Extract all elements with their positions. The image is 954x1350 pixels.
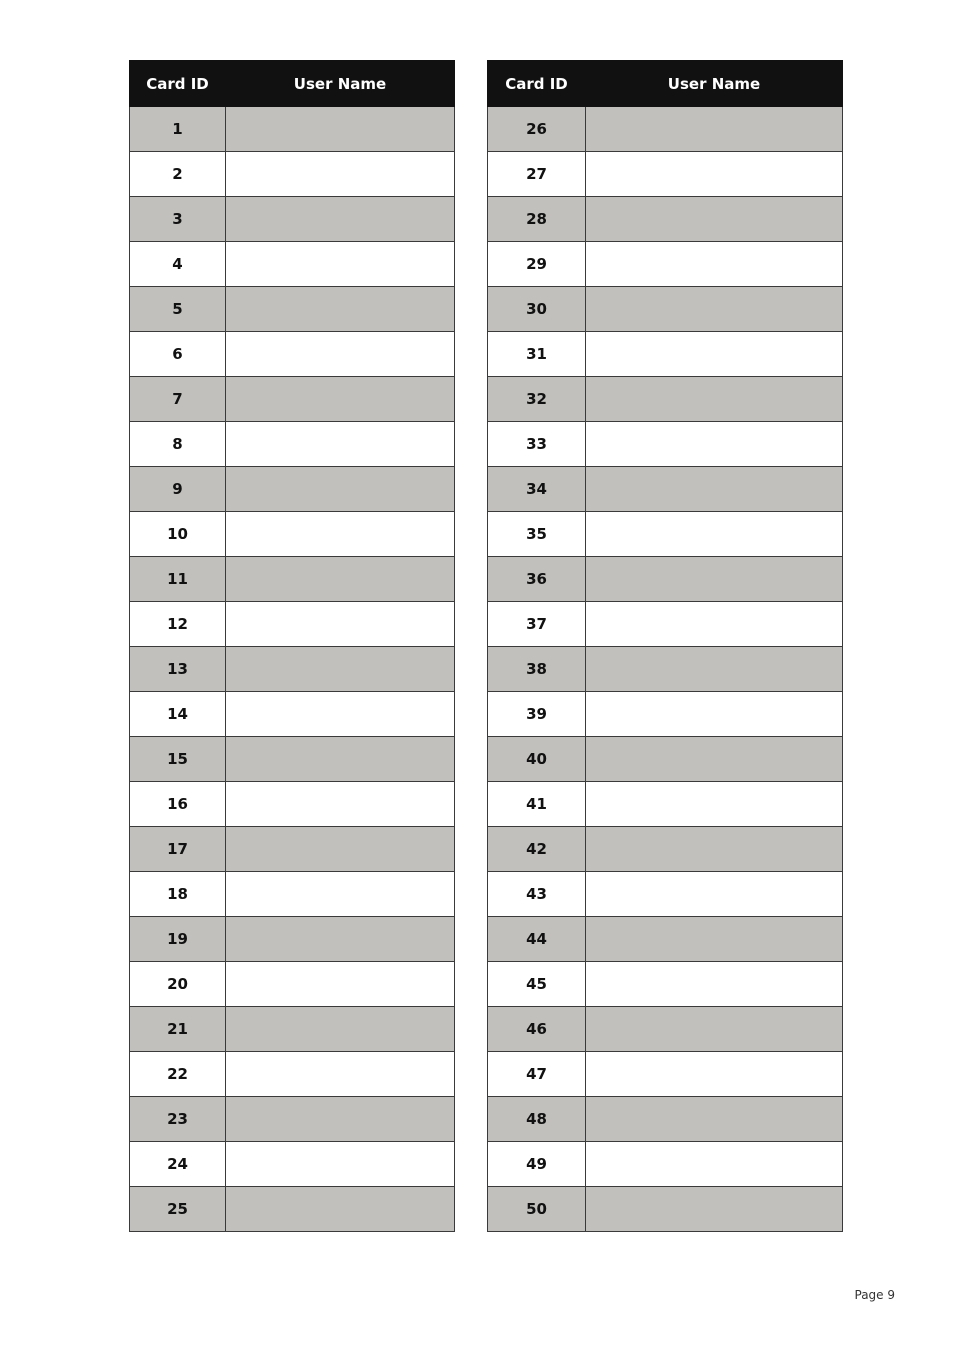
user-name-cell[interactable]	[226, 737, 455, 782]
user-name-cell[interactable]	[226, 512, 455, 557]
table-row	[488, 962, 843, 1007]
table-row	[488, 332, 843, 377]
user-name-cell[interactable]	[226, 107, 455, 152]
user-name-cell[interactable]	[226, 467, 455, 512]
card-id-cell: 40	[488, 737, 586, 782]
table-row	[130, 512, 455, 557]
card-id-cell: 23	[130, 1097, 226, 1142]
card-id-cell: 34	[488, 467, 586, 512]
table-row	[130, 152, 455, 197]
table-row	[488, 1187, 843, 1232]
card-id-cell: 6	[130, 332, 226, 377]
table-row	[130, 737, 455, 782]
card-id-cell: 28	[488, 197, 586, 242]
card-id-cell: 42	[488, 827, 586, 872]
card-id-cell: 4	[130, 242, 226, 287]
card-id-cell: 5	[130, 287, 226, 332]
table-row	[130, 422, 455, 467]
user-name-cell[interactable]	[586, 287, 843, 332]
user-name-cell[interactable]	[226, 1142, 455, 1187]
user-name-cell[interactable]	[586, 602, 843, 647]
user-name-cell[interactable]	[586, 197, 843, 242]
user-name-cell[interactable]	[226, 872, 455, 917]
user-name-cell[interactable]	[586, 647, 843, 692]
table-row	[130, 917, 455, 962]
table-row	[488, 1052, 843, 1097]
user-name-cell[interactable]	[586, 332, 843, 377]
table-row	[130, 332, 455, 377]
user-name-cell[interactable]	[226, 917, 455, 962]
table-row	[488, 422, 843, 467]
user-name-cell[interactable]	[586, 962, 843, 1007]
table-body	[488, 107, 843, 1232]
table-row	[488, 152, 843, 197]
table-row	[488, 827, 843, 872]
user-name-cell[interactable]	[586, 557, 843, 602]
user-name-header: User Name	[226, 61, 455, 107]
table-row	[130, 1187, 455, 1232]
card-id-cell: 2	[130, 152, 226, 197]
card-id-cell: 13	[130, 647, 226, 692]
table-row	[488, 107, 843, 152]
card-id-cell: 37	[488, 602, 586, 647]
card-id-cell: 39	[488, 692, 586, 737]
user-name-cell[interactable]	[226, 692, 455, 737]
table-row	[130, 962, 455, 1007]
card-id-cell: 25	[130, 1187, 226, 1232]
user-name-cell[interactable]	[226, 557, 455, 602]
card-id-cell: 29	[488, 242, 586, 287]
card-id-cell: 26	[488, 107, 586, 152]
table-row	[130, 1097, 455, 1142]
card-id-cell: 49	[488, 1142, 586, 1187]
user-name-cell[interactable]	[586, 872, 843, 917]
user-name-cell[interactable]	[586, 107, 843, 152]
table-row	[130, 197, 455, 242]
card-id-cell: 18	[130, 872, 226, 917]
table-row	[488, 1142, 843, 1187]
user-name-cell[interactable]	[226, 422, 455, 467]
user-name-cell[interactable]	[586, 827, 843, 872]
card-id-cell: 38	[488, 647, 586, 692]
user-name-cell[interactable]	[226, 287, 455, 332]
table-row	[130, 107, 455, 152]
user-name-cell[interactable]	[586, 422, 843, 467]
table-row	[488, 602, 843, 647]
card-id-cell: 43	[488, 872, 586, 917]
user-name-cell[interactable]	[226, 197, 455, 242]
card-id-cell: 16	[130, 782, 226, 827]
user-name-cell[interactable]	[226, 332, 455, 377]
user-name-cell[interactable]	[226, 962, 455, 1007]
user-name-cell[interactable]	[586, 242, 843, 287]
table-row	[488, 917, 843, 962]
card-id-cell: 11	[130, 557, 226, 602]
card-id-cell: 47	[488, 1052, 586, 1097]
table-row	[488, 782, 843, 827]
table-row	[488, 467, 843, 512]
card-id-cell: 24	[130, 1142, 226, 1187]
user-name-cell[interactable]	[226, 1097, 455, 1142]
table-row	[130, 827, 455, 872]
card-id-cell: 21	[130, 1007, 226, 1052]
user-name-cell[interactable]	[226, 1052, 455, 1097]
user-name-cell[interactable]	[586, 737, 843, 782]
card-id-cell: 50	[488, 1187, 586, 1232]
user-name-cell[interactable]	[586, 467, 843, 512]
table-row	[130, 602, 455, 647]
user-name-cell[interactable]	[226, 602, 455, 647]
user-name-cell[interactable]	[586, 1097, 843, 1142]
card-id-cell: 3	[130, 197, 226, 242]
card-id-header: Card ID	[488, 61, 586, 107]
card-id-cell: 32	[488, 377, 586, 422]
table-row	[130, 647, 455, 692]
user-name-cell[interactable]	[226, 152, 455, 197]
table-header-row	[130, 61, 455, 107]
table-row	[130, 1052, 455, 1097]
card-id-cell: 12	[130, 602, 226, 647]
table-row	[488, 872, 843, 917]
card-id-cell: 7	[130, 377, 226, 422]
table-row	[130, 242, 455, 287]
table-row	[488, 512, 843, 557]
user-name-cell[interactable]	[586, 782, 843, 827]
table-row	[488, 557, 843, 602]
card-id-cell: 36	[488, 557, 586, 602]
card-id-cell: 15	[130, 737, 226, 782]
user-name-cell[interactable]	[586, 1187, 843, 1232]
user-name-cell[interactable]	[586, 512, 843, 557]
user-name-cell[interactable]	[586, 692, 843, 737]
table-row	[488, 647, 843, 692]
user-name-cell[interactable]	[586, 917, 843, 962]
card-id-cell: 27	[488, 152, 586, 197]
table-header-row	[488, 61, 843, 107]
table-row	[130, 872, 455, 917]
card-id-cell: 31	[488, 332, 586, 377]
page-number: Page 9	[854, 1288, 895, 1302]
user-name-cell[interactable]	[586, 1052, 843, 1097]
table-row	[130, 692, 455, 737]
card-id-cell: 19	[130, 917, 226, 962]
card-id-header: Card ID	[130, 61, 226, 107]
card-id-cell: 46	[488, 1007, 586, 1052]
card-id-cell: 22	[130, 1052, 226, 1097]
user-name-cell[interactable]	[586, 377, 843, 422]
table-row	[488, 692, 843, 737]
user-name-header: User Name	[586, 61, 843, 107]
user-name-cell[interactable]	[226, 377, 455, 422]
table-row	[488, 377, 843, 422]
table-row	[130, 1007, 455, 1052]
card-table-left	[129, 60, 455, 1232]
card-id-cell: 14	[130, 692, 226, 737]
card-id-cell: 41	[488, 782, 586, 827]
card-id-cell: 20	[130, 962, 226, 1007]
card-id-cell: 9	[130, 467, 226, 512]
card-id-cell: 8	[130, 422, 226, 467]
table-body	[130, 107, 455, 1232]
user-name-cell[interactable]	[586, 1007, 843, 1052]
card-id-cell: 1	[130, 107, 226, 152]
table-row	[130, 782, 455, 827]
card-id-cell: 45	[488, 962, 586, 1007]
user-name-cell[interactable]	[226, 647, 455, 692]
card-id-cell: 44	[488, 917, 586, 962]
user-name-cell[interactable]	[226, 1007, 455, 1052]
table-row	[488, 1007, 843, 1052]
user-name-cell[interactable]	[586, 152, 843, 197]
card-id-cell: 30	[488, 287, 586, 332]
table-row	[130, 557, 455, 602]
table-row	[488, 197, 843, 242]
card-id-cell: 48	[488, 1097, 586, 1142]
table-row	[488, 737, 843, 782]
table-row	[488, 1097, 843, 1142]
table-row	[488, 242, 843, 287]
table-row	[130, 1142, 455, 1187]
table-row	[130, 377, 455, 422]
card-id-cell: 17	[130, 827, 226, 872]
user-name-cell[interactable]	[226, 782, 455, 827]
user-name-cell[interactable]	[226, 827, 455, 872]
table-row	[130, 467, 455, 512]
user-name-cell[interactable]	[226, 242, 455, 287]
card-id-cell: 10	[130, 512, 226, 557]
user-name-cell[interactable]	[226, 1187, 455, 1232]
card-id-cell: 33	[488, 422, 586, 467]
card-table-right	[487, 60, 843, 1232]
table-row	[130, 287, 455, 332]
user-name-cell[interactable]	[586, 1142, 843, 1187]
card-id-cell: 35	[488, 512, 586, 557]
table-row	[488, 287, 843, 332]
